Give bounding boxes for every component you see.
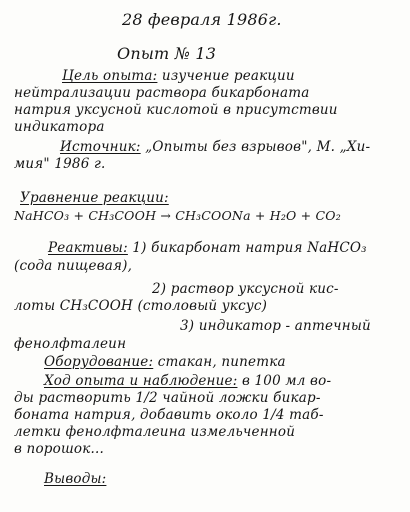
date-heading: 28 февраля 1986г. [122, 10, 282, 29]
conclusions-label: Выводы: [44, 471, 107, 487]
equation-formula: NaHCO₃ + CH₃COOH → CH₃COONa + H₂O + CO₂ [14, 208, 341, 223]
reagents-label: Реактивы: [48, 240, 128, 256]
goal-text-line1: изучение реакции [161, 68, 295, 84]
reagent-1: 1) бикарбонат натрия NaHCO₃ [132, 240, 367, 256]
reagent-2-cont: лоты CH₃COOH (столовый уксус) [14, 298, 268, 314]
equipment-line [44, 354, 286, 370]
source-text-line1: „Опыты без взрывов", М. „Хи- [145, 139, 371, 155]
procedure-first-line [44, 373, 331, 389]
procedure-text-line5: в порошок... [14, 441, 104, 457]
source-label: Источник: [60, 139, 141, 155]
goal-text-line4: индикатора [14, 119, 105, 135]
reagent-3-cont: фенолфталеин [14, 336, 127, 352]
procedure-text-line1: в 100 мл во- [241, 373, 332, 389]
source-first-line [60, 139, 370, 155]
goal-first-line [62, 68, 295, 84]
equipment-label: Оборудование: [44, 354, 154, 370]
equipment-text: стакан, пипетка [157, 354, 286, 370]
goal-label: Цель опыта: [62, 68, 158, 84]
procedure-text-line3: боната натрия, добавить около 1/4 таб- [14, 407, 324, 423]
reagent-2: 2) раствор уксусной кис- [152, 281, 339, 297]
experiment-title: Опыт № 13 [117, 44, 217, 63]
source-text-line2: мия" 1986 г. [14, 156, 106, 172]
reagent-3: 3) индикатор - аптечный [180, 318, 371, 334]
reagent-1-note: (сода пищевая), [14, 258, 133, 274]
procedure-text-line4: летки фенолфталеина измельченной [14, 424, 296, 440]
procedure-text-line2: ды растворить 1/2 чайной ложки бикар- [14, 390, 321, 406]
equation-label: Уравнение реакции: [20, 190, 169, 206]
reagents-first-line [48, 240, 367, 256]
procedure-label: Ход опыта и наблюдение: [44, 373, 238, 389]
goal-text-line2: нейтрализации раствора бикарбоната [14, 85, 310, 101]
goal-text-line3: натрия уксусной кислотой в присутствии [14, 102, 338, 118]
